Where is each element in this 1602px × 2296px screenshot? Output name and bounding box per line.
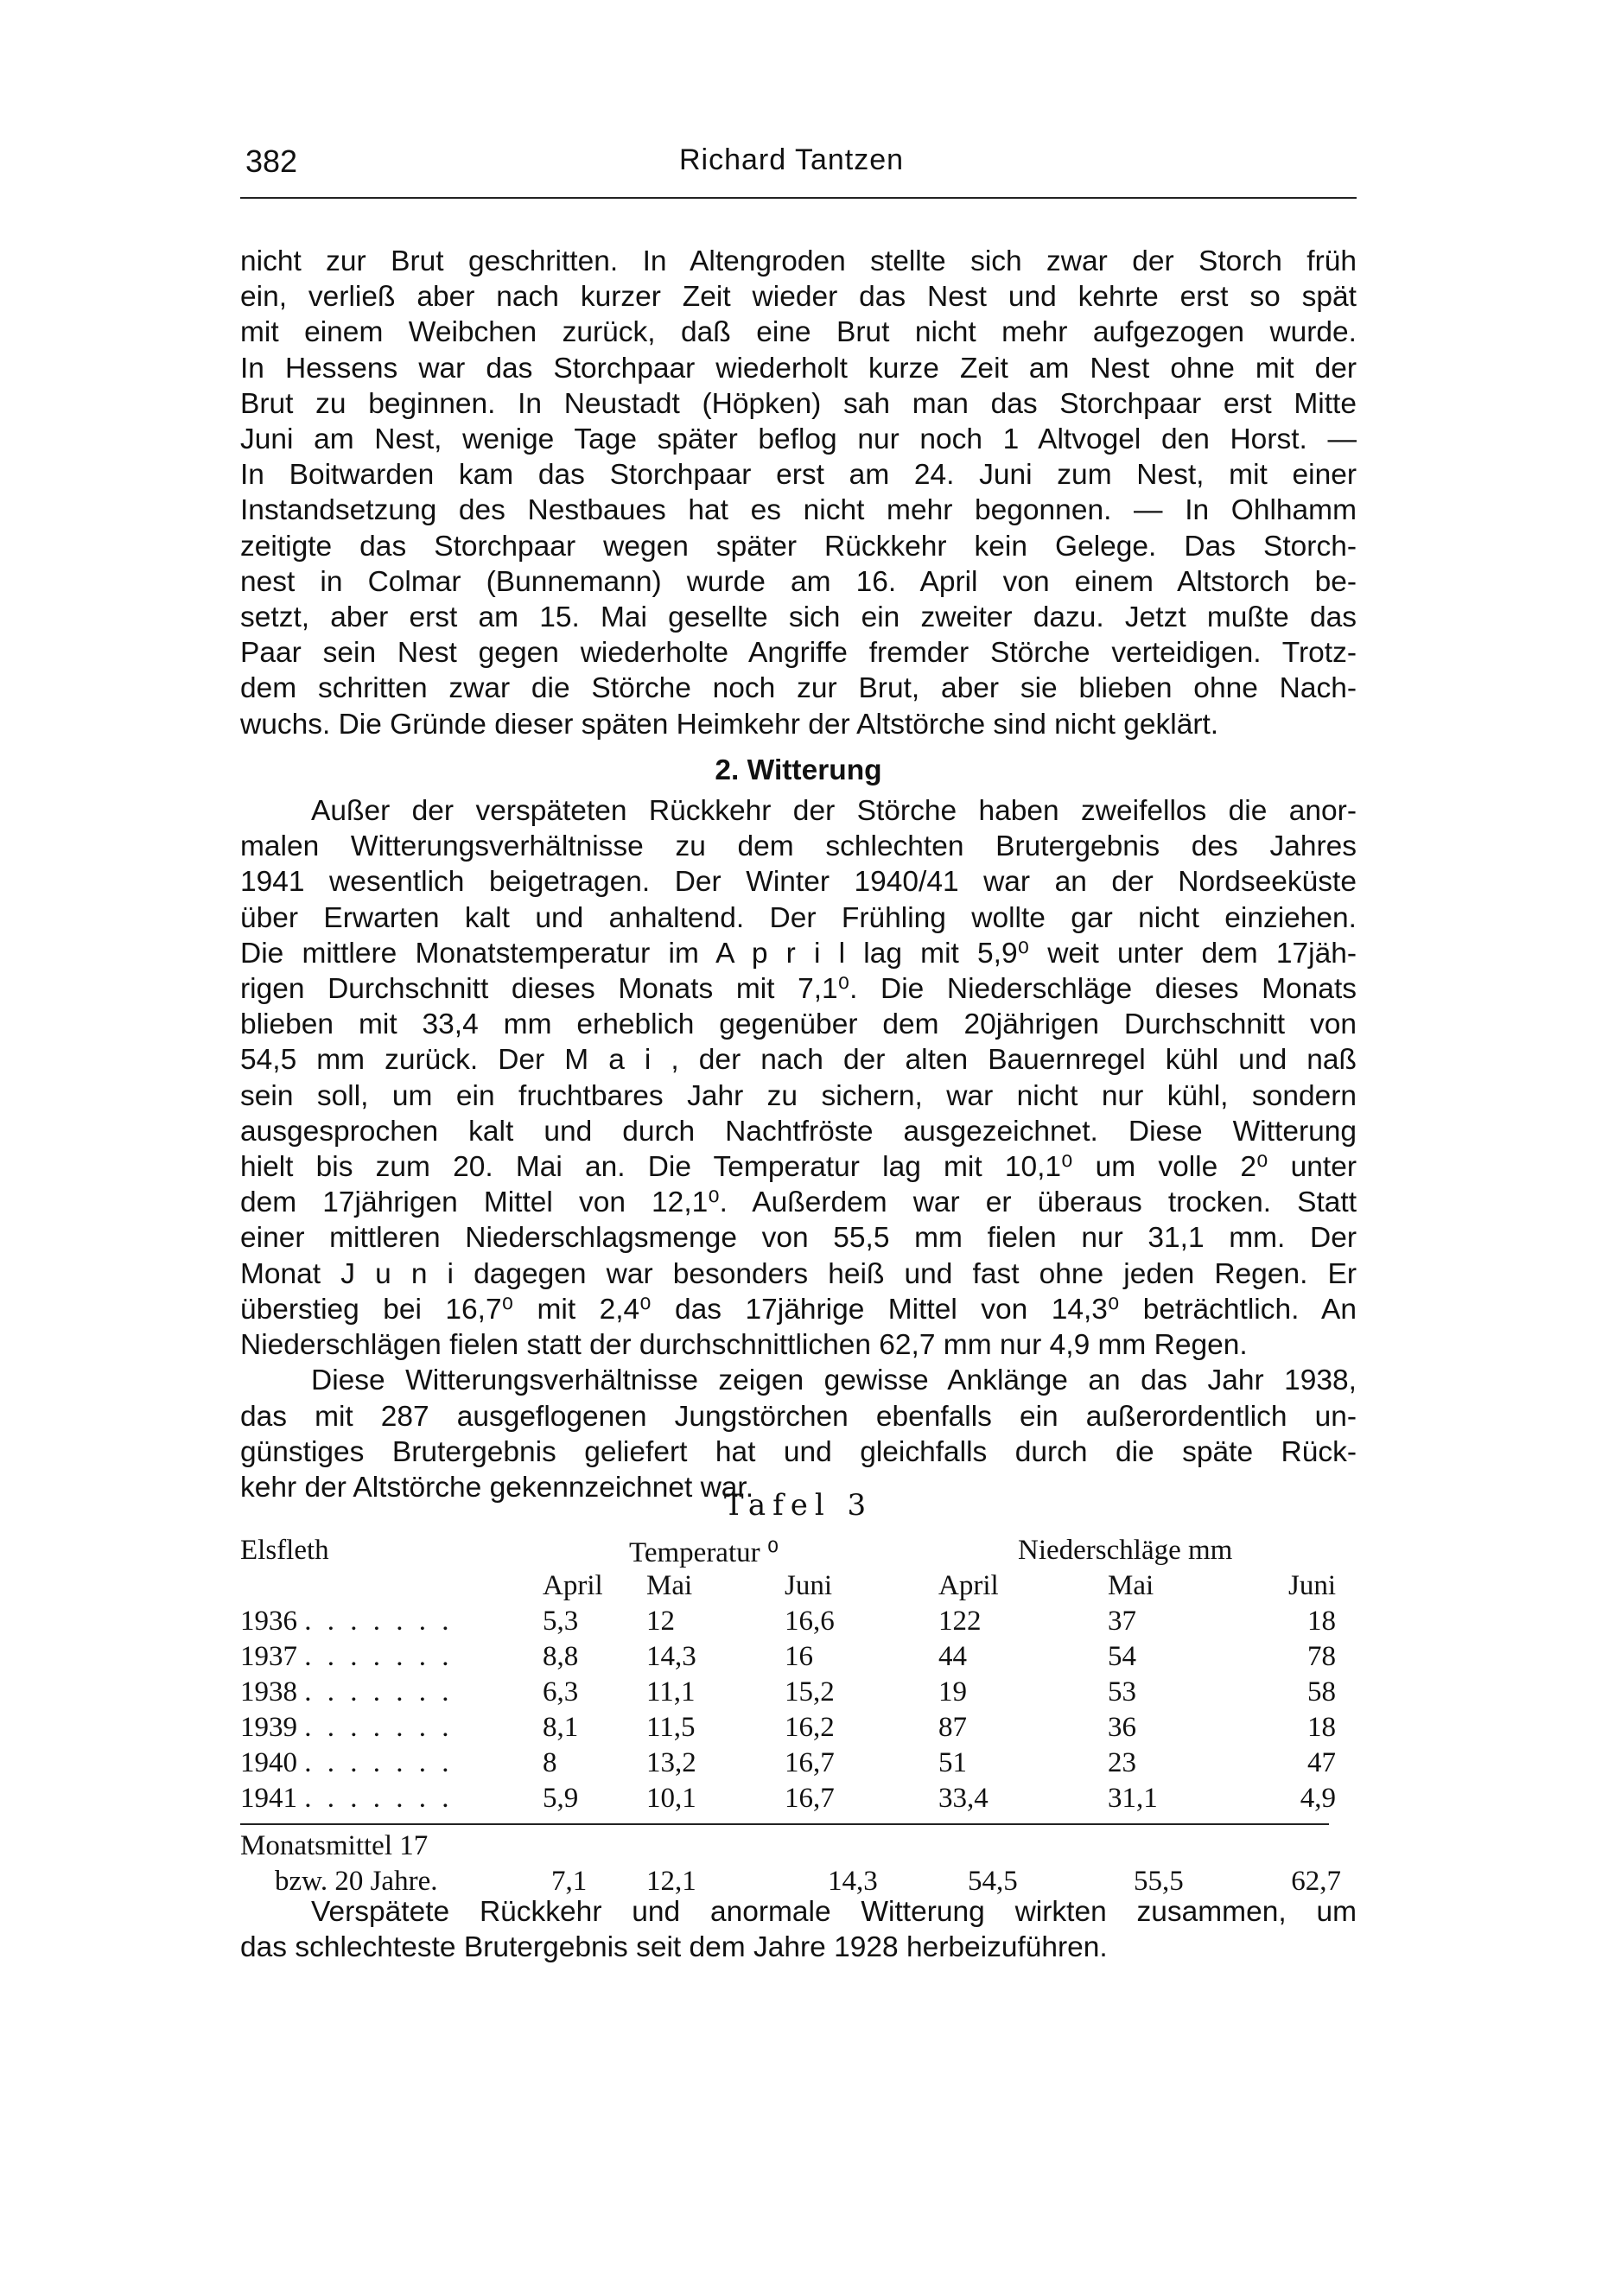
table-cell: 10,1 [646,1783,696,1814]
text-line: hielt bis zum 20. Mai an. Die Temperatur lag mit 10,1⁰ um volle 2⁰ unter [240,1151,1357,1184]
text-line: das schlechteste Brutergebnis seit dem Jahre 1928 herbeizuführen. [240,1931,1108,1964]
text-line: nicht zur Brut geschritten. In Altengroden stellte sich zwar der Storch früh [240,245,1357,277]
text-line: Niederschlägen fielen statt der durchschnittlichen 62,7 mm nur 4,9 mm Regen. [240,1329,1248,1362]
leader-dots: . . . . . . . [304,1641,454,1672]
table-cell: 14,3 [646,1641,696,1672]
text-line: dem schritten zwar die Störche noch zur Brut, aber sie blieben ohne Nach- [240,672,1357,705]
table-cell: 16,7 [785,1783,835,1814]
table-cell: 18 [1307,1712,1336,1743]
text-line: 1941 wesentlich beigetragen. Der Winter 1940/41 war an der Nordseeküste [240,866,1357,899]
text-line: 54,5 mm zurück. Der M a i , der nach der alten Bauernregel kühl und naß [240,1044,1357,1077]
column-header: April [938,1570,999,1601]
table-row [240,1641,1357,1676]
table-cell: 87 [938,1712,967,1743]
row-year: 1936 [240,1606,297,1637]
table-cell: 15,2 [785,1676,835,1708]
table-cell: 13,2 [646,1747,696,1778]
closing-paragraph [240,1894,1357,1965]
text-line: In Hessens war das Storchpaar wiederholt kurze Zeit am Nest ohne mit der [240,352,1357,385]
table-cell: 122 [938,1606,982,1637]
table-cell: 11,5 [646,1712,696,1743]
paragraph-2 [240,793,1357,1363]
leader-dots: . . . . . . . [304,1747,454,1778]
table-cell: 54 [1108,1641,1136,1672]
text-line: Die mittlere Monatstemperatur im A p r i l lag mit 5,9⁰ weit unter dem 17jäh- [240,937,1357,970]
table-rule [240,1823,1329,1825]
row-label [240,1606,454,1638]
page-number: 382 [245,143,298,179]
table-row [240,1783,1357,1818]
table-cell: 44 [938,1641,967,1672]
table-cell: 47 [1307,1747,1336,1778]
text-line: günstiges Brutergebnis geliefert hat und gleichfalls durch die späte Rück- [240,1435,1357,1468]
group-header-precipitation: Niederschläge mm [1018,1535,1233,1566]
text-line: Diese Witterungsverhältnisse zeigen gewisse Anklänge an das Jahr 1938, [311,1364,1357,1397]
column-header: Juni [1287,1570,1336,1601]
row-label [240,1676,454,1708]
text-line: nest in Colmar (Bunnemann) wurde am 16. April von einem Altstorch be- [240,565,1357,598]
column-header: Juni [785,1570,833,1601]
table-cell: 11,1 [646,1676,696,1708]
group-header-temperature: Temperatur ⁰ [629,1537,779,1568]
mean-label: bzw. 20 Jahre. [275,1866,438,1897]
text-line: einer mittleren Niederschlagsmenge von 55,5 mm fielen nur 31,1 mm. Der [240,1222,1357,1255]
table-row [240,1712,1357,1747]
row-year: 1940 [240,1747,297,1778]
table-cell: 62,7 [1291,1866,1341,1897]
column-header: April [543,1570,603,1601]
table-cell: 31,1 [1108,1783,1158,1814]
body-text [240,244,1357,1505]
row-year: 1937 [240,1641,297,1672]
text-line: über Erwarten kalt und anhaltend. Der Frühling wollte gar nicht einziehen. [240,901,1357,934]
table-cell: 23 [1108,1747,1136,1778]
table-cell: 36 [1108,1712,1136,1743]
table-cell: 8 [543,1747,557,1778]
column-header: Mai [646,1570,693,1601]
header-rule [240,197,1357,199]
table-cell: 5,9 [543,1783,579,1814]
table-cell: 4,9 [1300,1783,1336,1814]
table-station: Elsfleth [240,1535,329,1566]
text-line: sein soll, um ein fruchtbares Jahr zu sichern, war nicht nur kühl, sondern [240,1079,1357,1112]
table-cell: 12,1 [646,1866,696,1897]
text-line: malen Witterungsverhältnisse zu dem schlechten Brutergebnis des Jahres [240,830,1357,863]
table-cell: 6,3 [543,1676,579,1708]
table-cell: 16,7 [785,1747,835,1778]
table-cell: 37 [1108,1606,1136,1637]
table-cell: 33,4 [938,1783,989,1814]
table-cell: 16,2 [785,1712,835,1743]
text-line: das mit 287 ausgeflogenen Jungstörchen ebenfalls ein außerordentlich un- [240,1400,1357,1433]
table-group-header [240,1535,1357,1570]
text-line: überstieg bei 16,7⁰ mit 2,4⁰ das 17jährige Mittel von 14,3⁰ beträchtlich. An [240,1293,1357,1326]
text-line: Verspätete Rückkehr und anormale Witterung wirkten zusammen, um [311,1896,1357,1928]
text-line: zeitigte das Storchpaar wegen später Rückkehr kein Gelege. Das Storch- [240,530,1357,563]
table-cell: 54,5 [968,1866,1018,1897]
text-line: Instandsetzung des Nestbaues hat es nicht mehr begonnen. — In Ohlhamm [240,494,1357,527]
paragraph-1 [240,244,1357,742]
table-cell: 7,1 [551,1866,588,1897]
text-line: rigen Durchschnitt dieses Monats mit 7,1⁰. Die Niederschläge dieses Monats [240,973,1357,1006]
leader-dots: . . . . . . . [304,1676,454,1708]
row-label [240,1712,454,1744]
table-cell: 5,3 [543,1606,579,1637]
table-column-header [240,1570,1357,1606]
table-cell: 12 [646,1606,675,1637]
table-title: Tafel 3 [723,1488,874,1523]
text-line: setzt, aber erst am 15. Mai gesellte sich ein zweiter dazu. Jetzt mußte das [240,601,1357,634]
page-header [240,138,1355,187]
running-head: Richard Tantzen [679,143,905,176]
row-year: 1938 [240,1676,297,1708]
leader-dots: . . . . . . . [304,1783,454,1814]
mean-label: Monatsmittel 17 [240,1830,429,1861]
table-cell: 58 [1307,1676,1336,1708]
text-line: Monat J u n i dagegen war besonders heiß und fast ohne jeden Regen. Er [240,1257,1357,1290]
table-cell: 16,6 [785,1606,835,1637]
text-line: wuchs. Die Gründe dieser späten Heimkehr der Altstörche sind nicht geklärt. [240,708,1219,741]
table-cell: 8,1 [543,1712,579,1743]
table-cell: 8,8 [543,1641,579,1672]
row-label [240,1641,454,1673]
table-cell: 18 [1307,1606,1336,1637]
table-cell: 53 [1108,1676,1136,1708]
text-line: Juni am Nest, wenige Tage später beflog nur noch 1 Altvogel den Horst. — [240,423,1357,456]
text-line: blieben mit 33,4 mm erheblich gegenüber dem 20jährigen Durchschnitt von [240,1008,1357,1041]
text-line: dem 17jährigen Mittel von 12,1⁰. Außerdem war er überaus trocken. Statt [240,1186,1357,1219]
row-year: 1941 [240,1783,297,1814]
text-line: Paar sein Nest gegen wiederholte Angriffe fremder Störche verteidigen. Trotz- [240,637,1357,670]
table-row [240,1676,1357,1712]
text-line: mit einem Weibchen zurück, daß eine Brut nicht mehr aufgezogen wurde. [240,316,1357,349]
table-cell: 14,3 [828,1866,878,1897]
text-line: Brut zu beginnen. In Neustadt (Höpken) sah man das Storchpaar erst Mitte [240,387,1357,420]
leader-dots: . . . . . . . [304,1712,454,1743]
table-row [240,1606,1357,1641]
text-line: ausgesprochen kalt und durch Nachtfröste ausgezeichnet. Diese Witterung [240,1115,1357,1148]
table-cell: 19 [938,1676,967,1708]
text-line: kehr der Altstörche gekennzeichnet war. [240,1471,754,1504]
table-mean-label-row [240,1830,1357,1866]
table-cell: 16 [785,1641,813,1672]
text-line: ein, verließ aber nach kurzer Zeit wieder das Nest und kehrte erst so spät [240,281,1357,314]
text-line: In Boitwarden kam das Storchpaar erst am 24. Juni zum Nest, mit einer [240,459,1357,492]
section-title: 2. Witterung [715,754,882,786]
row-label [240,1783,454,1815]
text-line: Außer der verspäteten Rückkehr der Störche haben zweifellos die anor- [311,795,1357,828]
row-year: 1939 [240,1712,297,1743]
column-header: Mai [1108,1570,1154,1601]
weather-table [240,1535,1357,1901]
table-cell: 51 [938,1747,967,1778]
row-label [240,1747,454,1779]
table-cell: 78 [1307,1641,1336,1672]
table-row [240,1747,1357,1783]
paragraph-3 [240,1363,1357,1505]
table-cell: 55,5 [1134,1866,1184,1897]
leader-dots: . . . . . . . [304,1606,454,1637]
